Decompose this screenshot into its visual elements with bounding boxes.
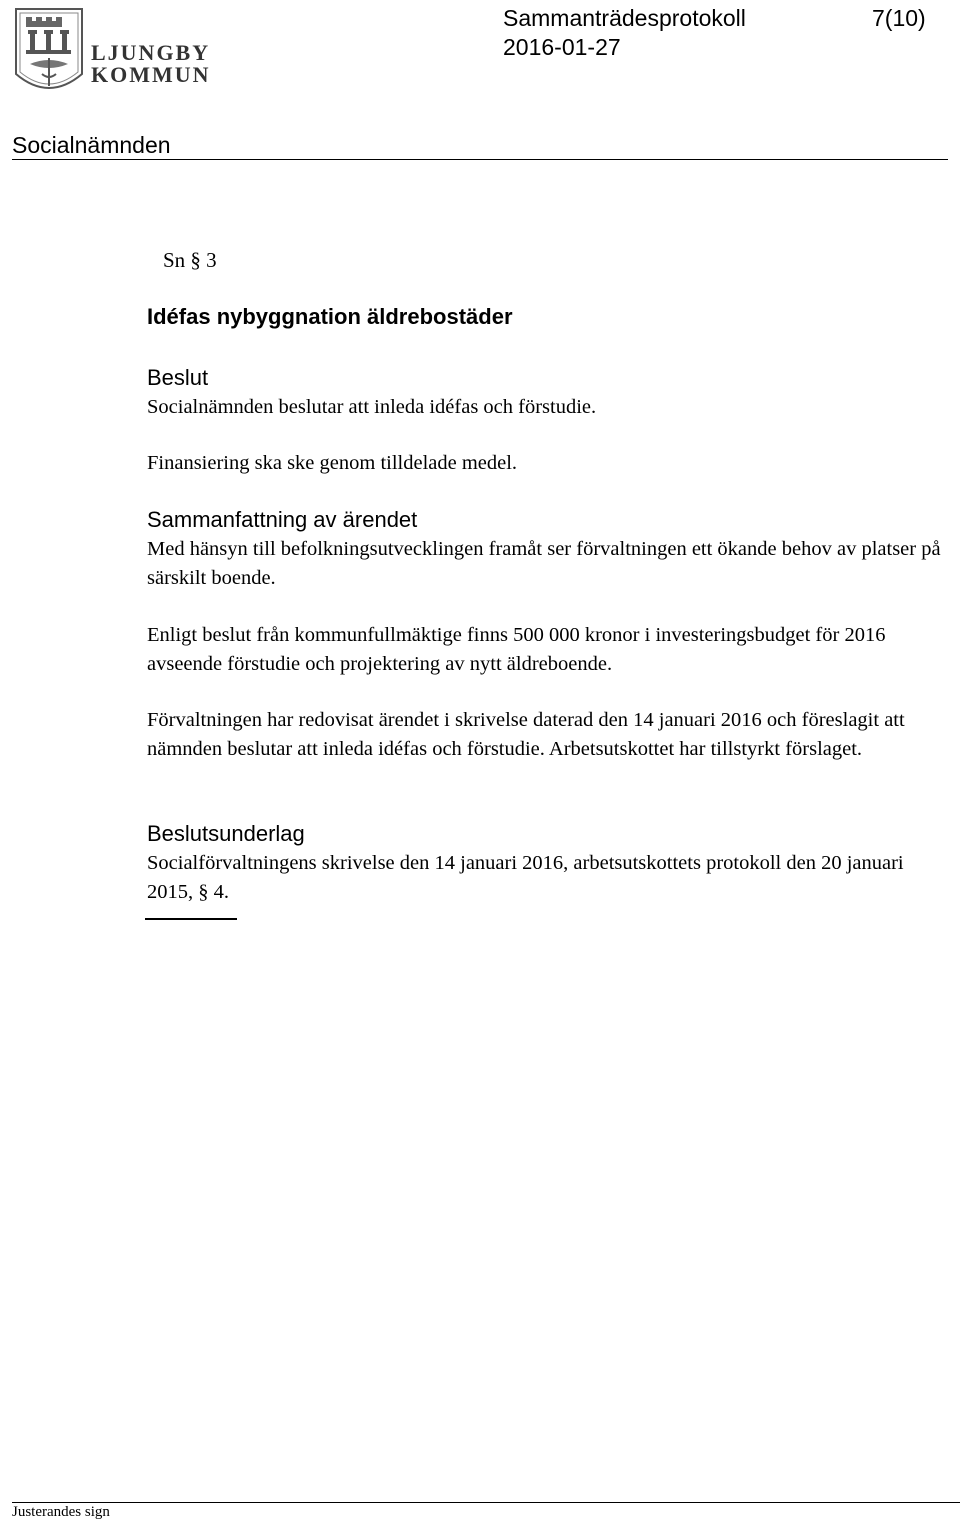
summary-heading: Sammanfattning av ärendet: [147, 507, 418, 532]
basis-paragraph: Socialförvaltningens skrivelse den 14 januari 2016, arbetsutskottets protokoll den 20 januari 2015, § 4.: [147, 852, 904, 903]
item-title: Idéfas nybyggnation äldrebostäder: [147, 304, 513, 329]
signature-label: Justerandes sign: [12, 1504, 110, 1520]
meeting-date: 2016-01-27: [503, 34, 621, 60]
paragraph-number: Sn § 3: [163, 248, 217, 272]
section-end-rule: [145, 918, 237, 920]
coat-of-arms-icon: [16, 9, 82, 88]
logo-wordmark-line1: LJUNGBY: [91, 40, 211, 65]
header-divider: [12, 159, 948, 160]
logo-wordmark-line2: KOMMUN: [91, 62, 211, 87]
summary-paragraph: Enligt beslut från kommunfullmäktige finns 500 000 kronor i investeringsbudget för 2016 avseende förstudie och projektering av nytt äldreboende.: [147, 624, 886, 675]
document-type: Sammanträdesprotokoll: [503, 5, 746, 31]
decision-heading: Beslut: [147, 365, 209, 390]
ljungby-kommun-logo: [12, 4, 217, 102]
page-number: 7(10): [872, 5, 926, 31]
summary-paragraph: Med hänsyn till befolkningsutvecklingen framåt ser förvaltningen ett ökande behov av platser på särskilt boende.: [147, 538, 941, 589]
decision-text: Socialnämnden beslutar att inleda idéfas och förstudie.: [147, 396, 597, 418]
committee-name: Socialnämnden: [12, 132, 171, 158]
decision-text: Finansiering ska ske genom tilldelade medel.: [147, 452, 518, 474]
summary-paragraph: Förvaltningen har redovisat ärendet i skrivelse daterad den 14 januari 2016 och föreslagit att nämnden beslutar att inleda idéfas och förstudie. Arbetsutskottet har tillstyrkt förslaget.: [147, 709, 905, 760]
basis-heading: Beslutsunderlag: [147, 821, 305, 846]
footer-divider: [12, 1502, 960, 1503]
